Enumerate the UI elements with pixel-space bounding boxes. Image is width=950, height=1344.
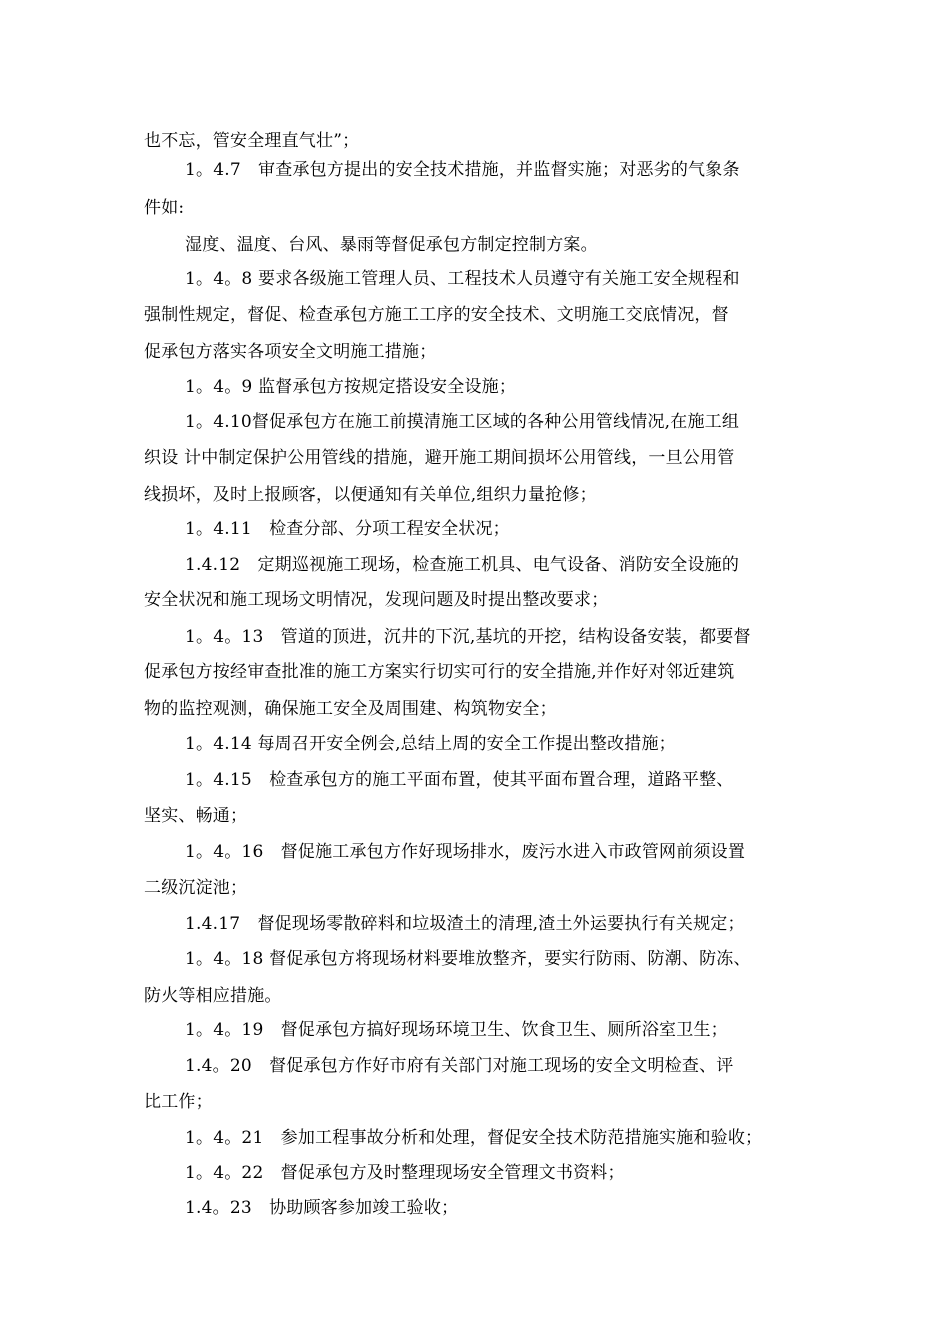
text-line: 1。4。21 参加工程事故分析和处理，督促安全技术防范措施实施和验收； xyxy=(185,1128,763,1148)
text-line: 物的监控观测，确保施工安全及周围建、构筑物安全； xyxy=(144,699,557,719)
text-line: 安全状况和施工现场文明情况，发现问题及时提出整改要求； xyxy=(144,590,609,610)
text-line: 1。4。19 督促承包方搞好现场环境卫生、饮食卫生、厕所浴室卫生； xyxy=(185,1020,728,1040)
text-line: 1.4。20 督促承包方作好市府有关部门对施工现场的安全文明检查、评 xyxy=(185,1056,734,1076)
text-line: 1.4.12 定期巡视施工现场，检查施工机具、电气设备、消防安全设施的 xyxy=(185,555,740,575)
text-line: 1。4.7 审查承包方提出的安全技术措施，并监督实施；对恶劣的气象条 xyxy=(185,160,740,180)
text-line: 比工作； xyxy=(144,1092,213,1112)
text-line: 促承包方落实各项安全文明施工措施； xyxy=(144,342,437,362)
text-line: 1。4。13 管道的顶进，沉井的下沉,基坑的开挖，结构设备安装，都要督 xyxy=(185,627,751,647)
text-line: 1。4。18 督促承包方将现场材料要堆放整齐，要实行防雨、防潮、防冻、 xyxy=(185,949,751,969)
text-line: 1。4。8 要求各级施工管理人员、工程技术人员遵守有关施工安全规程和 xyxy=(185,269,740,289)
text-line: 二级沉淀池； xyxy=(144,878,248,898)
text-line: 防火等相应措施。 xyxy=(144,986,282,1006)
text-line: 促承包方按经审查批准的施工方案实行切实可行的安全措施,并作好对邻近建筑 xyxy=(144,662,735,682)
text-line: 强制性规定，督促、检查承包方施工工序的安全技术、文明施工交底情况，督 xyxy=(144,305,729,325)
text-line: 1.4.17 督促现场零散碎料和垃圾渣土的清理,渣土外运要执行有关规定； xyxy=(185,914,745,934)
text-line: 湿度、温度、台风、暴雨等督促承包方制定控制方案。 xyxy=(185,235,598,255)
text-line: 件如: xyxy=(144,198,185,218)
text-line: 1。4.11 检查分部、分项工程安全状况； xyxy=(185,519,510,539)
text-line: 1。4。22 督促承包方及时整理现场安全管理文书资料； xyxy=(185,1163,625,1183)
text-line: 线损坏，及时上报顾客，以便通知有关单位,组织力量抢修； xyxy=(144,485,597,505)
text-line: 1。4。9 监督承包方按规定搭设安全设施； xyxy=(185,377,517,397)
text-line: 1。4.14 每周召开安全例会,总结上周的安全工作提出整改措施； xyxy=(185,734,676,754)
text-line: 1。4。16 督促施工承包方作好现场排水，废污水进入市政管网前须设置 xyxy=(185,842,746,862)
text-line: 坚实、畅通； xyxy=(144,806,248,826)
text-line: 也不忘，管安全理直气壮”； xyxy=(144,131,360,151)
text-line: 织设 计中制定保护公用管线的措施，避开施工期间损坏公用管线，一旦公用管 xyxy=(144,448,735,468)
text-line: 1。4.15 检查承包方的施工平面布置，使其平面布置合理，道路平整、 xyxy=(185,770,734,790)
text-line: 1.4。23 协助顾客参加竣工验收； xyxy=(185,1198,459,1218)
text-line: 1。4.10督促承包方在施工前摸清施工区域的各种公用管线情况,在施工组 xyxy=(185,412,740,432)
